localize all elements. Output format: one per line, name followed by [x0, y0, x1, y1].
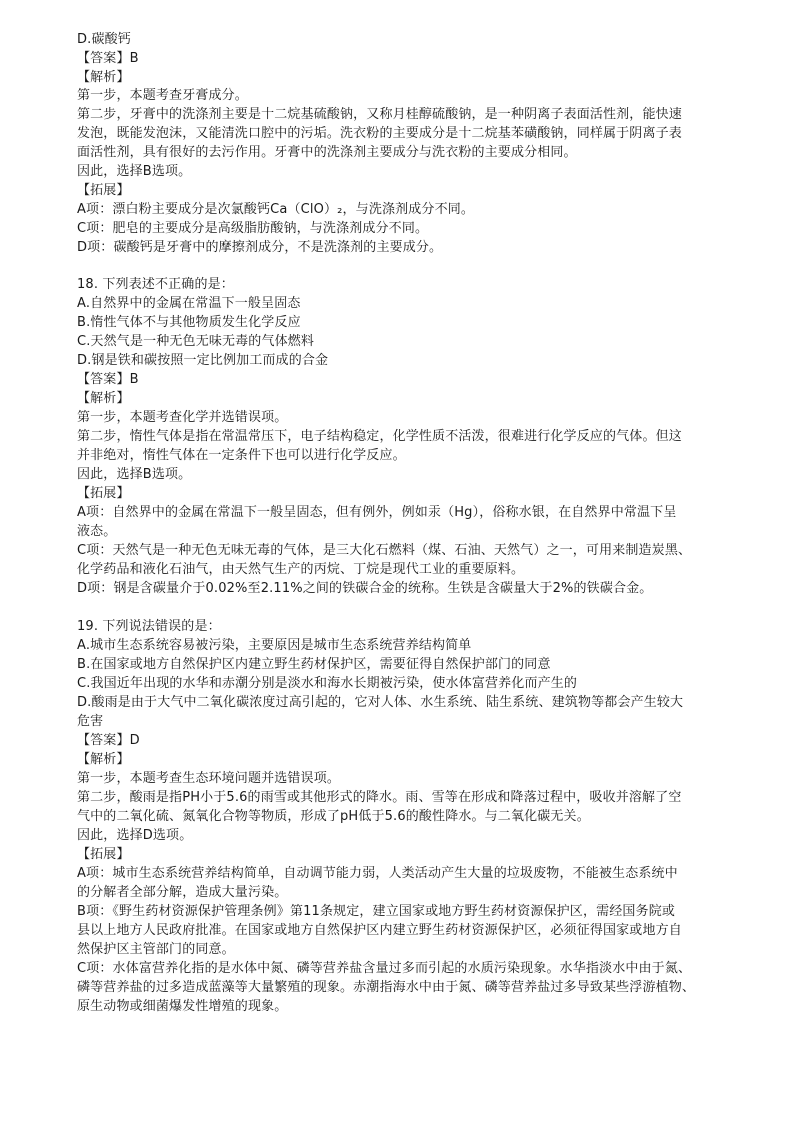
q19-extend-c-line1: C项：水体富营养化指的是水体中氮、磷等营养盐含量过多而引起的水质污染现象。水华指淡水中由于氮、 [77, 961, 692, 976]
q18-extend-c-line1: C项：天然气是一种无色无味无毒的气体，是三大化石燃料（煤、石油、天然气）之一，可用来制造炭黑、 [77, 543, 692, 558]
q19-question: 19. 下列说法错误的是： [77, 619, 221, 634]
q18-step2-line1: 第二步，惰性气体是指在常温常压下，电子结构稳定，化学性质不活泼，很难进行化学反应的气体。但这 [77, 429, 682, 444]
q17-step2-line1: 第二步，牙膏中的洗涤剂主要是十二烷基硫酸钠，又称月桂醇硫酸钠，是一种阴离子表面活性剂，能快速 [77, 107, 682, 122]
q17-answer: 【答案】B [77, 51, 139, 66]
q19-step1: 第一步，本题考查生态环境问题并选错误项。 [77, 771, 341, 786]
q18-step2-line2: 并非绝对，惰性气体在一定条件下也可以进行化学反应。 [77, 448, 406, 463]
q18-option-d: D.钢是铁和碳按照一定比例加工而成的合金 [77, 353, 329, 368]
q17-extend-d: D项：碳酸钙是牙膏中的摩擦剂成分，不是洗涤剂的主要成分。 [77, 240, 443, 255]
q19-conclusion: 因此，选择D选项。 [77, 828, 193, 843]
q19-option-d-line1: D.酸雨是由于大气中二氧化碳浓度过高引起的，它对人体、水生系统、陆生系统、建筑物等都会产生较大 [77, 695, 684, 710]
q18-option-c: C.天然气是一种无色无味无毒的气体燃料 [77, 334, 315, 349]
q19-answer: 【答案】D [77, 733, 140, 748]
q19-extend-c-line3: 原生动物或细菌爆发性增殖的现象。 [77, 999, 288, 1014]
q18-answer: 【答案】B [77, 372, 139, 387]
q19-extend-a-line2: 的分解者全部分解，造成大量污染。 [77, 885, 288, 900]
q18-extend-a-line2: 液态。 [77, 524, 117, 539]
q17-step1: 第一步，本题考查牙膏成分。 [77, 88, 248, 103]
q19-analysis-label: 【解析】 [77, 752, 130, 767]
q18-extend-c-line2: 化学药品和液化石油气，由天然气生产的丙烷、丁烷是现代工业的重要原料。 [77, 562, 525, 577]
q19-option-d-line2: 危害 [77, 714, 104, 729]
q17-step2-line2: 发泡，既能发泡沫，又能清洗口腔中的污垢。洗衣粉的主要成分是十二烷基苯磺酸钠，同样属于阴离子表 [77, 126, 682, 141]
q19-extend-c-line2: 磷等营养盐的过多造成蓝藻等大量繁殖的现象。赤潮指海水中由于氮、磷等营养盐过多导致某些浮游植物、 [77, 980, 696, 995]
q18-analysis-label: 【解析】 [77, 391, 130, 406]
q18-extend-label: 【拓展】 [77, 486, 130, 501]
q19-extend-b-line1: B项：《野生药材资源保护管理条例》第11条规定，建立国家或地方野生药材资源保护区，需经国务院或 [77, 904, 676, 919]
q18-extend-a-line1: A项：自然界中的金属在常温下一般呈固态，但有例外，例如汞（Hg），俗称水银，在自然界中常温下呈 [77, 505, 677, 520]
q17-conclusion: 因此，选择B选项。 [77, 164, 192, 179]
q17-option-d: D.碳酸钙 [77, 32, 131, 47]
q17-step2-line3: 面活性剂，具有很好的去污作用。牙膏中的洗涤剂主要成分与洗衣粉的主要成分相同。 [77, 145, 577, 160]
q19-extend-b-line3: 然保护区主管部门的同意。 [77, 942, 235, 957]
q19-option-c: C.我国近年出现的水华和赤潮分别是淡水和海水长期被污染，使水体富营养化而产生的 [77, 676, 578, 691]
q17-extend-c: C项：肥皂的主要成分是高级脂肪酸钠，与洗涤剂成分不同。 [77, 221, 429, 236]
q17-extend-label: 【拓展】 [77, 183, 130, 198]
q17-analysis-label: 【解析】 [77, 70, 130, 85]
q19-extend-a-line1: A项：城市生态系统营养结构简单，自动调节能力弱，人类活动产生大量的垃圾废物，不能被生态系统中 [77, 866, 678, 881]
q18-extend-d: D项：钢是含碳量介于0.02%至2.11%之间的铁碳合金的统称。生铁是含碳量大于2%的铁碳合金。 [77, 581, 653, 596]
q19-extend-label: 【拓展】 [77, 847, 130, 862]
q18-option-a: A.自然界中的金属在常温下一般呈固态 [77, 296, 301, 311]
q19-option-b: B.在国家或地方自然保护区内建立野生药材保护区，需要征得自然保护部门的同意 [77, 657, 551, 672]
q18-conclusion: 因此，选择B选项。 [77, 467, 192, 482]
q19-extend-b-line2: 县以上地方人民政府批准。在国家或地方自然保护区内建立野生药材资源保护区，必须征得国家或地方自 [77, 923, 682, 938]
q18-option-b: B.惰性气体不与其他物质发生化学反应 [77, 315, 301, 330]
q19-step2-line2: 气中的二氧化硫、氮氧化合物等物质，形成了pH低于5.6的酸性降水。与二氧化碳无关。 [77, 809, 590, 824]
q18-question: 18. 下列表述不正确的是： [77, 277, 234, 292]
q17-extend-a: A项：漂白粉主要成分是次氯酸钙Ca（ClO）₂，与洗涤剂成分不同。 [77, 202, 475, 217]
q19-option-a: A.城市生态系统容易被污染，主要原因是城市生态系统营养结构简单 [77, 638, 472, 653]
q19-step2-line1: 第二步，酸雨是指PH小于5.6的雨雪或其他形式的降水。雨、雪等在形成和降落过程中，吸收并溶解了空 [77, 790, 682, 805]
q18-step1: 第一步，本题考查化学并选错误项。 [77, 410, 288, 425]
